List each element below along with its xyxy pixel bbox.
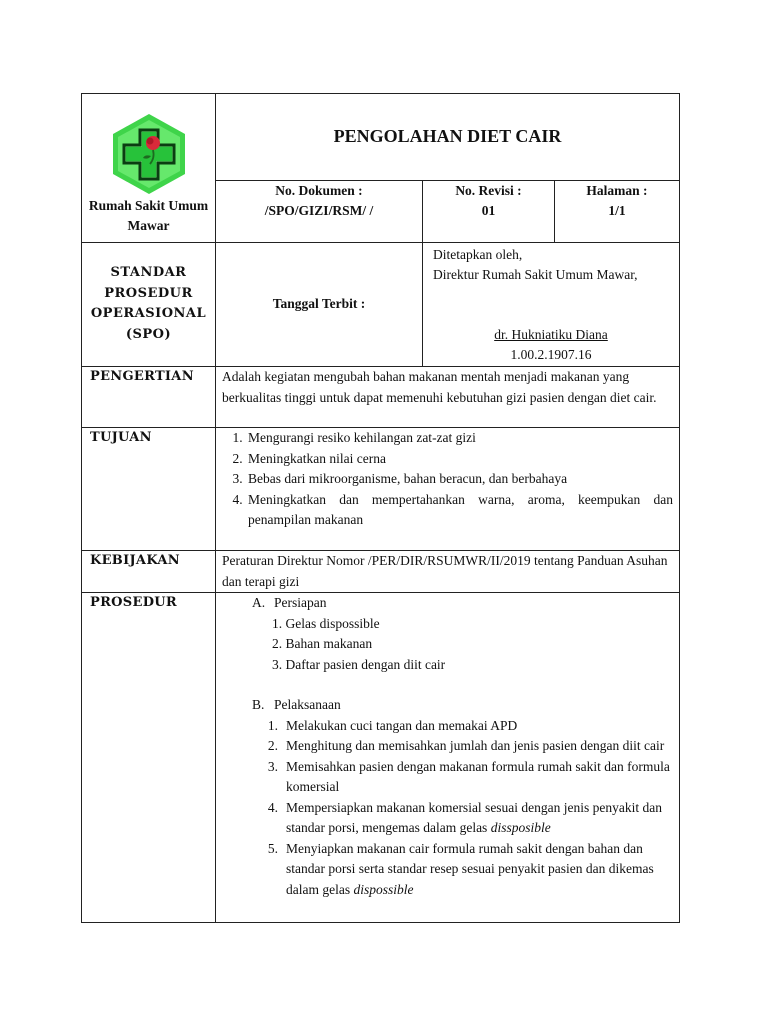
halaman (555, 181, 680, 243)
list-item: 2. Menghitung dan memisahkan jumlah dan jenis pasien dengan diit cair (256, 736, 673, 757)
spo-line: OPERASIONAL (90, 306, 207, 321)
prosedur-section-a (222, 593, 673, 614)
spo-line: STANDAR (110, 265, 187, 280)
ditetapkan-text: Ditetapkan oleh, (433, 247, 523, 262)
prosedur-label: PROSEDUR (82, 593, 216, 923)
section-title: Persiapan (274, 595, 327, 610)
signer-id: 1.00.2.1907.16 (510, 347, 592, 362)
spo-line: PROSEDUR (104, 285, 193, 301)
no-dokumen-value: /SPO/GIZI/RSM/ / (264, 203, 374, 219)
no-dokumen (216, 181, 423, 243)
list-item-text: Melakukan cuci tangan dan memakai APD (286, 717, 518, 733)
green-cross-rose-logo-icon (109, 112, 189, 196)
tujuan-label: TUJUAN (82, 428, 216, 551)
list-item: 4. Mempersiapkan makanan komersial sesuai dengan jenis penyakit dan standar porsi, mengemas dalam gelas dissposible (256, 798, 673, 839)
list-item: 3. Bebas dari mikroorganisme, bahan beracun, dan berbahaya (246, 469, 673, 490)
no-revisi-label: No. Revisi : (455, 183, 522, 199)
prosedur-section-b (222, 695, 673, 716)
kebijakan-text: Peraturan Direktur Nomor /PER/DIR/RSUMWR/II/2019 tentang Panduan Asuhan dan terapi gizi (216, 551, 680, 593)
list-item: 1. Mengurangi resiko kehilangan zat-zat gizi (246, 428, 673, 449)
tanggal-terbit: Tanggal Terbit : (216, 243, 423, 367)
list-item: 1. Gelas dispossible (272, 615, 380, 631)
pengertian-text: Adalah kegiatan mengubah bahan makanan mentah menjadi makanan yang berkualitas tinggi untuk dapat memenuhi kebutuhan gizi pasien dengan diet cair. (216, 367, 680, 428)
list-item-text: Gelas dispossible (285, 615, 380, 631)
hospital-name: Rumah Sakit Umum Mawar (88, 198, 209, 233)
list-item-text-part: Mempersiapkan makanan komersial sesuai dengan jenis penyakit dan standar porsi, mengemas dalam gelas (286, 799, 663, 835)
pengertian-label: PENGERTIAN (82, 367, 216, 428)
no-revisi (423, 181, 555, 243)
list-item: 3. Daftar pasien dengan diit cair (272, 656, 446, 672)
prosedur-body (216, 593, 680, 923)
list-item: 4. Meningkatkan dan mempertahankan warna, aroma, keempukan dan penampilan makanan (246, 490, 673, 531)
spo-line: (SPO) (125, 326, 172, 342)
section-letter: B. (252, 697, 265, 712)
list-item-text-emphasis: dispossible (353, 881, 414, 897)
halaman-value: 1/1 (608, 203, 626, 219)
section-letter: A. (252, 595, 266, 610)
list-item: 1. Melakukan cuci tangan dan memakai APD (256, 716, 673, 737)
section-title: Pelaksanaan (274, 697, 341, 712)
list-item: 2. Meningkatkan nilai cerna (246, 449, 673, 470)
list-item-text-emphasis: dissposible (490, 820, 551, 835)
spo-label (82, 243, 216, 367)
list-item: 5. Menyiapkan makanan cair formula rumah sakit dengan bahan dan standar porsi serta standar resep sesuai penyakit pasien dan dikemas dalam gelas dispossible (256, 839, 673, 901)
list-item: 3. Memisahkan pasien dengan makanan formula rumah sakit dan formula komersial (256, 757, 673, 798)
list-item-text: Bahan makanan (285, 636, 373, 651)
direktur-text: Direktur Rumah Sakit Umum Mawar, (433, 267, 638, 282)
kebijakan-label: KEBIJAKAN (82, 551, 216, 593)
list-item-text: Memisahkan pasien dengan makanan formula rumah sakit dan formula komersial (286, 758, 670, 794)
list-item-text (286, 839, 673, 901)
list-item-text: Menghitung dan memisahkan jumlah dan jenis pasien dengan diit cair (286, 738, 665, 753)
signer-name: dr. Hukniatiku Diana (494, 327, 608, 342)
halaman-label: Halaman : (586, 183, 648, 199)
page-title: PENGOLAHAN DIET CAIR (216, 94, 680, 181)
spo-document (81, 93, 679, 923)
no-revisi-value: 01 (481, 203, 496, 219)
list-item-text (286, 798, 673, 839)
list-item-text: Daftar pasien dengan diit cair (285, 656, 446, 672)
signature-block (423, 243, 680, 367)
spo-table (81, 93, 680, 923)
tujuan-list (216, 428, 680, 551)
list-item: 2. Bahan makanan (272, 636, 373, 651)
no-dokumen-label: No. Dokumen : (275, 183, 363, 199)
list-item-text-part: Menyiapkan makanan cair formula rumah sakit dengan bahan dan standar porsi serta standar resep sesuai penyakit pasien dan dikemas dalam gelas (286, 840, 654, 897)
logo-cell (82, 94, 216, 243)
